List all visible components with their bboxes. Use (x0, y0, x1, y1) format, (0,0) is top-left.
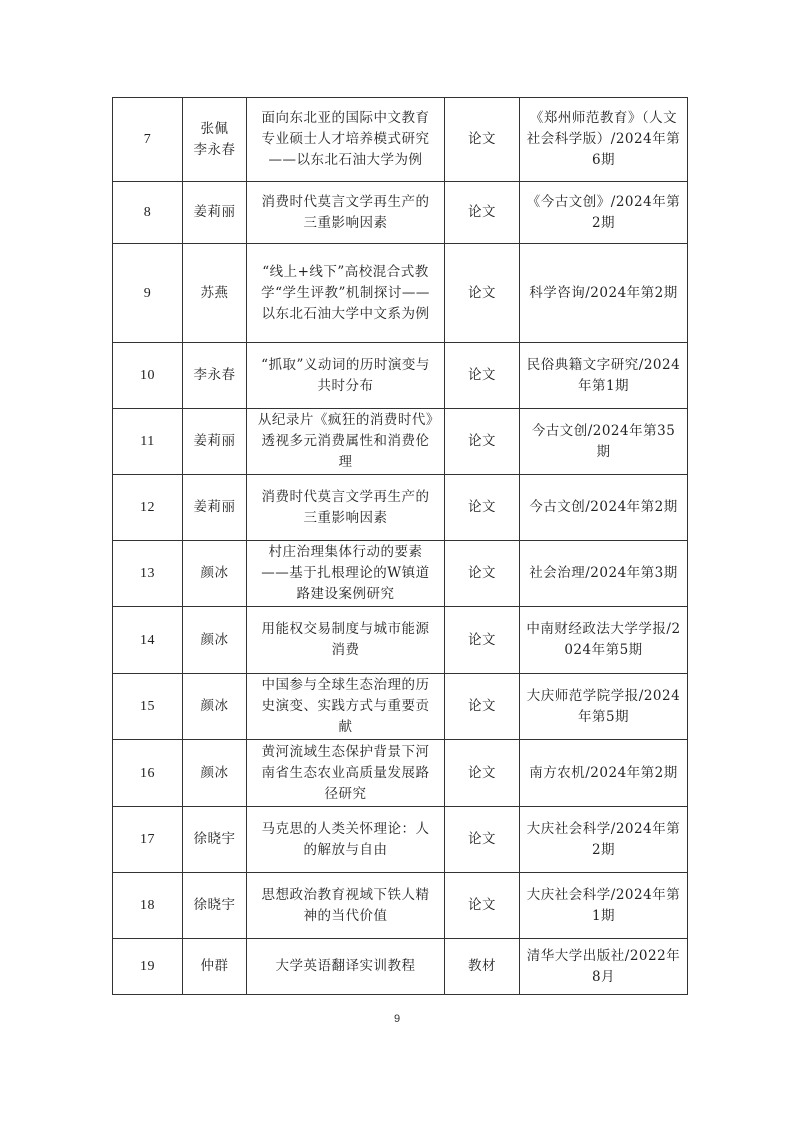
title-cell: 从纪录片《疯狂的消费时代》透视多元消费属性和消费伦理 (247, 409, 445, 475)
type-cell: 教材 (445, 939, 520, 995)
title-cell: 消费时代莫言文学再生产的三重影响因素 (247, 182, 445, 244)
row-number-cell: 14 (113, 607, 183, 674)
row-number-cell: 18 (113, 873, 183, 939)
row-number-cell: 16 (113, 740, 183, 807)
source-cell: 《郑州师范教育》（人文社会科学版）/2024年第6期 (520, 98, 688, 182)
type-cell: 论文 (445, 674, 520, 740)
source-cell: 今古文创/2024年第35期 (520, 409, 688, 475)
type-cell: 论文 (445, 409, 520, 475)
source-cell: 大庆社会科学/2024年第2期 (520, 807, 688, 873)
row-number-cell: 8 (113, 182, 183, 244)
table-row (113, 541, 688, 607)
title-cell: “抓取”义动词的历时演变与共时分布 (247, 343, 445, 409)
author-cell: 颜冰 (183, 674, 247, 740)
table-body (113, 98, 688, 995)
table-row (113, 607, 688, 674)
source-cell: 南方农机/2024年第2期 (520, 740, 688, 807)
title-cell: 消费时代莫言文学再生产的三重影响因素 (247, 475, 445, 541)
type-cell: 论文 (445, 873, 520, 939)
author-cell: 姜莉丽 (183, 409, 247, 475)
source-cell: 民俗典籍文字研究/2024年第1期 (520, 343, 688, 409)
author-cell: 徐晓宇 (183, 873, 247, 939)
row-number-cell: 9 (113, 244, 183, 343)
author-cell: 苏燕 (183, 244, 247, 343)
source-cell: 大庆师范学院学报/2024年第5期 (520, 674, 688, 740)
source-cell: 科学咨询/2024年第2期 (520, 244, 688, 343)
title-cell: 马克思的人类关怀理论：人的解放与自由 (247, 807, 445, 873)
type-cell: 论文 (445, 98, 520, 182)
table-row (113, 98, 688, 182)
achievements-table (112, 97, 688, 995)
source-cell: 《今古文创》/2024年第2期 (520, 182, 688, 244)
row-number-cell: 10 (113, 343, 183, 409)
title-cell: 面向东北亚的国际中文教育专业硕士人才培养模式研究——以东北石油大学为例 (247, 98, 445, 182)
source-cell: 中南财经政法大学学报/2024年第5期 (520, 607, 688, 674)
table-row (113, 740, 688, 807)
table-row (113, 873, 688, 939)
type-cell: 论文 (445, 607, 520, 674)
type-cell: 论文 (445, 244, 520, 343)
author-cell: 颜冰 (183, 541, 247, 607)
row-number-cell: 15 (113, 674, 183, 740)
table-row (113, 674, 688, 740)
author-cell: 徐晓宇 (183, 807, 247, 873)
source-cell: 清华大学出版社/2022年8月 (520, 939, 688, 995)
row-number-cell: 11 (113, 409, 183, 475)
row-number-cell: 7 (113, 98, 183, 182)
type-cell: 论文 (445, 807, 520, 873)
table-row (113, 475, 688, 541)
title-cell: 中国参与全球生态治理的历史演变、实践方式与重要贡献 (247, 674, 445, 740)
source-cell: 社会治理/2024年第3期 (520, 541, 688, 607)
table-row (113, 939, 688, 995)
type-cell: 论文 (445, 475, 520, 541)
author-cell: 姜莉丽 (183, 475, 247, 541)
row-number-cell: 12 (113, 475, 183, 541)
table-row (113, 343, 688, 409)
table-row (113, 409, 688, 475)
table-row (113, 182, 688, 244)
title-cell: 大学英语翻译实训教程 (247, 939, 445, 995)
table-row (113, 244, 688, 343)
title-cell: 黄河流域生态保护背景下河南省生态农业高质量发展路径研究 (247, 740, 445, 807)
title-cell: 用能权交易制度与城市能源消费 (247, 607, 445, 674)
type-cell: 论文 (445, 343, 520, 409)
page-number: 9 (393, 1013, 401, 1025)
type-cell: 论文 (445, 182, 520, 244)
author-cell: 张佩 李永春 (183, 98, 247, 182)
title-cell: 思想政治教育视域下铁人精神的当代价值 (247, 873, 445, 939)
table-row (113, 807, 688, 873)
row-number-cell: 17 (113, 807, 183, 873)
type-cell: 论文 (445, 740, 520, 807)
title-cell: 村庄治理集体行动的要素——基于扎根理论的W镇道路建设案例研究 (247, 541, 445, 607)
author-cell: 颜冰 (183, 740, 247, 807)
author-cell: 仲群 (183, 939, 247, 995)
author-cell: 姜莉丽 (183, 182, 247, 244)
title-cell: “线上+线下”高校混合式教学“学生评教”机制探讨——以东北石油大学中文系为例 (247, 244, 445, 343)
source-cell: 今古文创/2024年第2期 (520, 475, 688, 541)
row-number-cell: 19 (113, 939, 183, 995)
author-cell: 李永春 (183, 343, 247, 409)
type-cell: 论文 (445, 541, 520, 607)
source-cell: 大庆社会科学/2024年第1期 (520, 873, 688, 939)
author-cell: 颜冰 (183, 607, 247, 674)
row-number-cell: 13 (113, 541, 183, 607)
